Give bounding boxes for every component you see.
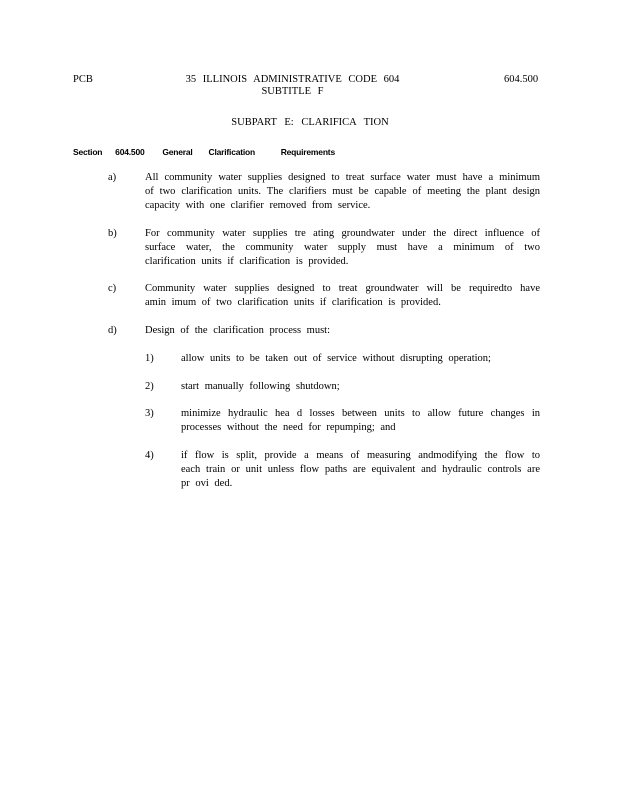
subparagraph-text: minimize hydraulic hea d losses between units to allow future changes in processes without the need for repumping; and — [181, 408, 540, 433]
subparagraph-label: 2) — [145, 381, 154, 392]
paragraph-text: Design of the clarification process must: — [145, 325, 330, 336]
paragraph-text: All community water supplies designed to treat surface water must have a minimum of two clarification units. The clarifiers must be capable of meeting the plant design capacity with one clarifier removed from service. — [145, 172, 540, 211]
subparagraph-label: 3) — [145, 408, 154, 419]
paragraph-label: a) — [108, 172, 117, 183]
paragraph-text: Community water supplies designed to treat groundwater will be requiredto have amin imum of two clarification units if clarification is provided. — [145, 283, 540, 308]
section-number: 604.500 — [115, 147, 145, 157]
paragraph-label: b) — [108, 228, 117, 239]
section-title-word-1: General — [162, 147, 193, 157]
header-section-number: 604.500 — [504, 74, 539, 85]
paragraph-text: For community water supplies tre ating groundwater under the direct influence of surface water, the community water supply must have a minimum of two clarification units if clarification is provided. — [145, 228, 540, 267]
paragraph-label: d) — [108, 325, 117, 336]
subparagraph-label: 1) — [145, 353, 154, 364]
subparagraph-text: if flow is split, provide a means of measuring andmodifying the flow to each train or unit unless flow paths are equivalent and hydraulic controls are pr ovi ded. — [181, 450, 540, 489]
section-title-word-2: Clarification — [208, 147, 256, 157]
subparagraph-text: allow units to be taken out of service without disrupting operation; — [181, 353, 491, 364]
header-title-line2: SUBTITLE F — [261, 86, 324, 97]
subparagraph-text: start manually following shutdown; — [181, 381, 340, 392]
header-title-line1: 35 ILLINOIS ADMINISTRATIVE CODE 604 — [185, 74, 400, 85]
paragraph-label: c) — [108, 283, 117, 294]
subparagraph-label: 4) — [145, 450, 154, 461]
header-title — [175, 74, 410, 98]
section-label: Section — [73, 147, 103, 157]
subpart-heading: SUBPART E: CLARIFICA TION — [231, 117, 389, 128]
section-title-word-3: Requirements — [280, 147, 335, 157]
header-agency: PCB — [73, 74, 93, 85]
section-heading — [73, 146, 335, 158]
